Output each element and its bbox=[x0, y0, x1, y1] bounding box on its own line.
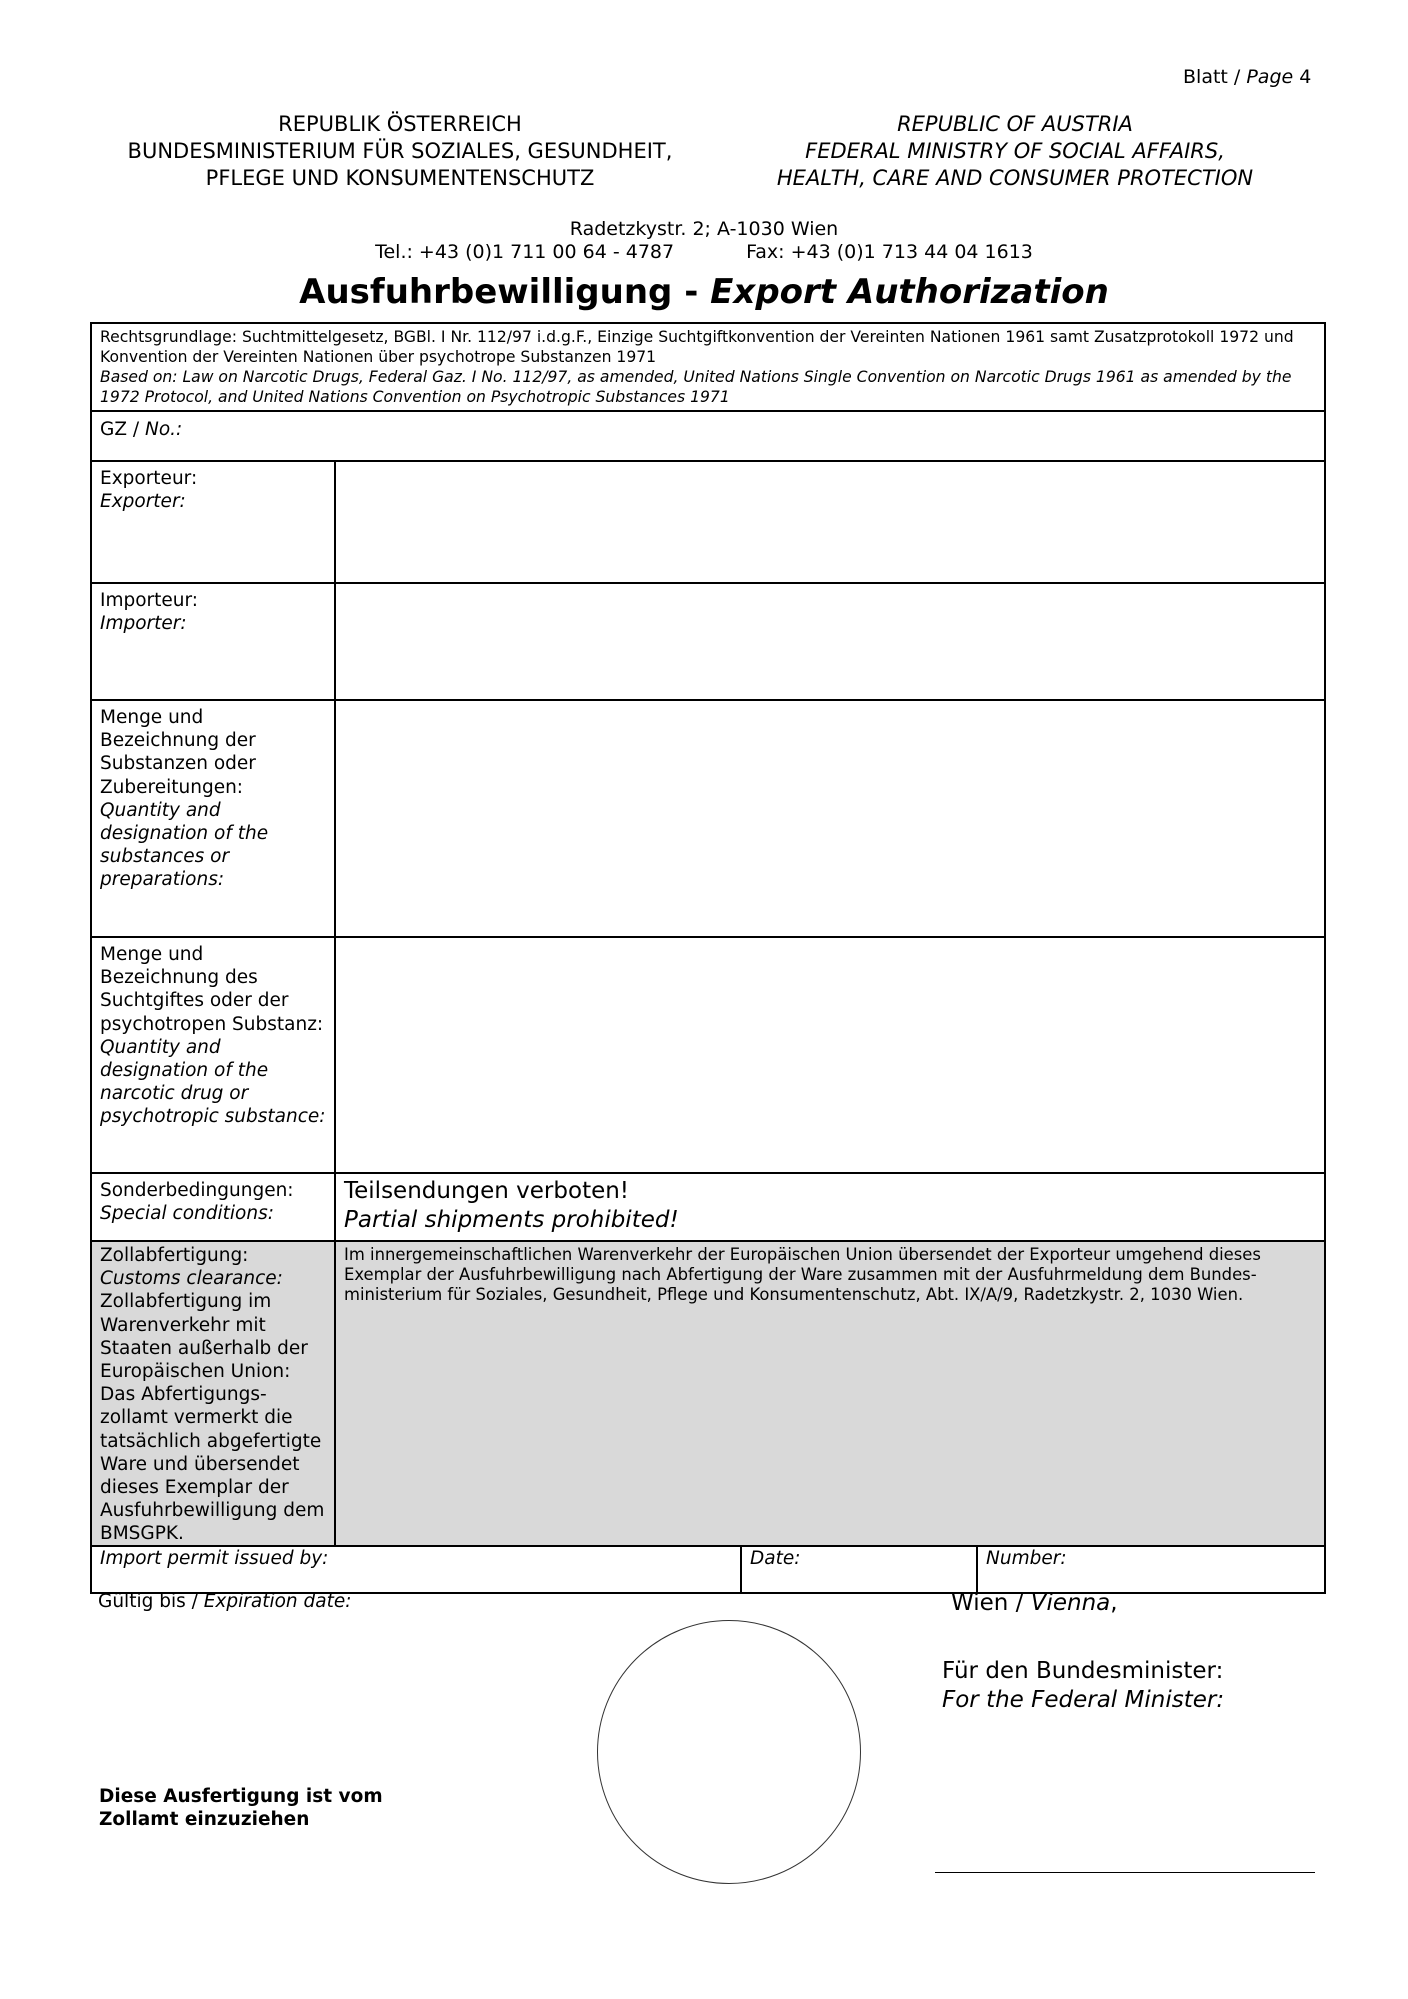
expiration-label-en: Expiration date: bbox=[203, 1591, 352, 1612]
narcotic-label-en: Quantity and designation of the narcotic drug or psychotropic substance: bbox=[100, 1036, 326, 1128]
place-of-issue bbox=[951, 1590, 1118, 1616]
expiration-label-de: Gültig bis / bbox=[98, 1591, 204, 1612]
header-english bbox=[700, 111, 1330, 192]
header-de-line: BUNDESMINISTERIUM FÜR SOZIALES, GESUNDHEIT, bbox=[127, 139, 673, 163]
expiration-date-field[interactable] bbox=[98, 1591, 351, 1612]
substances-row bbox=[92, 699, 1324, 936]
title-en: Export Authorization bbox=[710, 272, 1109, 312]
gz-label-de: GZ / bbox=[100, 419, 146, 440]
narcotic-field[interactable] bbox=[336, 938, 1324, 1172]
minister-signature-block bbox=[942, 1657, 1224, 1715]
customs-clearance-row bbox=[92, 1240, 1324, 1545]
customs-label-en: Customs clearance: bbox=[100, 1268, 283, 1290]
import-permit-number-field[interactable]: Number: bbox=[986, 1548, 1067, 1569]
special-conditions-de: Teilsendungen verboten! bbox=[344, 1178, 630, 1204]
place-en: Vienna bbox=[1030, 1590, 1111, 1616]
legal-basis-en: Based on: Law on Narcotic Drugs, Federal Gaz. I No. 112/97, as amended, United Nations Single Convention on Narcotic Drugs 1961 as amended by the 1972 Protocol, and United Nations Convention on Psychotropic Substances 1971 bbox=[100, 368, 1292, 406]
retract-note-text: Diese Ausfertigung ist vom Zollamt einzuziehen bbox=[99, 1786, 383, 1830]
ministry-address bbox=[0, 218, 1408, 264]
header-en-line: FEDERAL MINISTRY OF SOCIAL AFFAIRS, bbox=[805, 139, 1225, 163]
gz-number-row[interactable] bbox=[92, 410, 1324, 460]
exporter-row bbox=[92, 460, 1324, 582]
header-en-line: HEALTH, CARE AND CONSUMER PROTECTION bbox=[776, 166, 1254, 190]
place-de: Wien / bbox=[951, 1590, 1031, 1616]
gz-label-en: No.: bbox=[145, 419, 183, 440]
official-stamp-circle bbox=[597, 1620, 861, 1884]
exporter-field[interactable] bbox=[336, 462, 1324, 582]
customs-retract-note bbox=[99, 1785, 399, 1831]
page-number-en: Page bbox=[1246, 66, 1294, 88]
substances-label-en: Quantity and designation of the substances or preparations: bbox=[100, 799, 269, 891]
exporter-label-de: Exporteur: bbox=[100, 468, 198, 489]
importer-row bbox=[92, 582, 1324, 699]
narcotic-drug-row bbox=[92, 936, 1324, 1172]
customs-label-de: Zollabfertigung: bbox=[100, 1245, 249, 1266]
fax: Fax: +43 (0)1 713 44 04 1613 bbox=[746, 241, 1033, 263]
narcotic-label-de: Menge und Bezeichnung des Suchtgiftes oder der psychotropen Substanz: bbox=[100, 944, 324, 1035]
authorization-form-table bbox=[90, 322, 1326, 1594]
special-conditions-value bbox=[336, 1174, 1324, 1240]
document-title bbox=[0, 272, 1408, 312]
substances-label-de: Menge und Bezeichnung der Substanzen oder Zubereitungen: bbox=[100, 707, 256, 798]
substances-field[interactable] bbox=[336, 701, 1324, 936]
title-de: Ausfuhrbewilligung - bbox=[299, 272, 711, 312]
page-number bbox=[1183, 66, 1311, 88]
customs-non-eu-note: Zollabfertigung im Warenverkehr mit Staaten außerhalb der Europäischen Union: Das Abfertigungs-zollamt vermerkt die tatsächlich abgefertigte Ware und übersendet dieses Exemplar der Ausfuhrbewilligung dem BMSGPK. bbox=[100, 1291, 325, 1545]
importer-field[interactable] bbox=[336, 584, 1324, 699]
special-conditions-row bbox=[92, 1172, 1324, 1240]
address-line: Radetzkystr. 2; A-1030 Wien bbox=[569, 218, 839, 240]
place-suffix: , bbox=[1110, 1590, 1118, 1616]
special-conditions-en: Partial shipments prohibited! bbox=[344, 1207, 679, 1233]
legal-basis-de: Rechtsgrundlage: Suchtmittelgesetz, BGBl. I Nr. 112/97 i.d.g.F., Einzige Suchtgiftkonvention der Vereinten Nationen 1961 samt Zusatzprotokoll 1972 und Konvention der Vereinten Nationen über psychotrope Substanzen 1971 bbox=[100, 328, 1294, 366]
signature-line[interactable] bbox=[935, 1872, 1315, 1873]
minister-label-de: Für den Bundesminister: bbox=[942, 1658, 1224, 1684]
customs-eu-instructions: Im innergemeinschaftlichen Warenverkehr der Europäischen Union übersendet der Exporteur umgehend dieses Exemplar der Ausfuhrbewilligung nach Abfertigung der Ware zusammen mit der Ausfuhrmeldung dem Bundes-ministerium für Soziales, Gesundheit, Pflege und Konsumentenschutz, Abt. IX/A/9, Radetzkystr. 2, 1030 Wien. bbox=[344, 1245, 1261, 1304]
legal-basis-row bbox=[92, 324, 1324, 410]
header-de-line: REPUBLIK ÖSTERREICH bbox=[278, 112, 522, 136]
header-en-line: REPUBLIC OF AUSTRIA bbox=[897, 112, 1133, 136]
minister-label-en: For the Federal Minister: bbox=[942, 1687, 1225, 1713]
import-permit-date-field[interactable]: Date: bbox=[742, 1547, 978, 1592]
exporter-label-en: Exporter: bbox=[100, 491, 186, 513]
page-number-value: 4 bbox=[1299, 66, 1312, 88]
special-conditions-label-en: Special conditions: bbox=[100, 1203, 274, 1225]
telephone: Tel.: +43 (0)1 711 00 64 - 4787 bbox=[375, 241, 675, 263]
import-permit-issuer-field[interactable]: Import permit issued by: bbox=[92, 1547, 742, 1592]
header-german bbox=[90, 111, 710, 192]
page-number-de: Blatt bbox=[1183, 66, 1228, 88]
header-de-line: PFLEGE UND KONSUMENTENSCHUTZ bbox=[205, 166, 595, 190]
page-number-sep: / bbox=[1227, 66, 1247, 88]
import-permit-row bbox=[92, 1545, 1324, 1592]
special-conditions-label-de: Sonderbedingungen: bbox=[100, 1180, 294, 1201]
importer-label-de: Importeur: bbox=[100, 590, 199, 611]
importer-label-en: Importer: bbox=[100, 613, 187, 635]
